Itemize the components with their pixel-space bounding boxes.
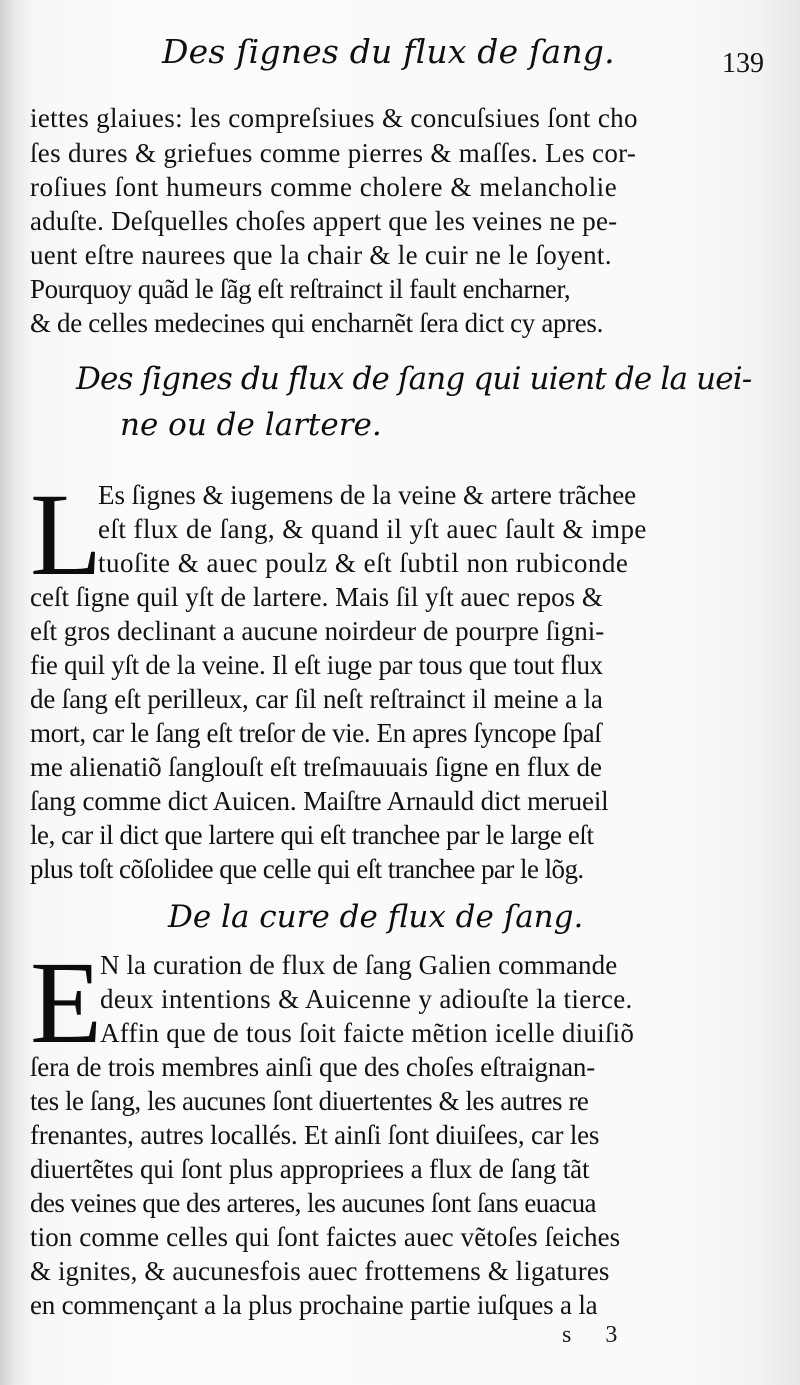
- text-line: Es ſignes & iugemens de la veine & artere trãchee: [98, 480, 637, 510]
- text-line: ſang comme dict Auicen. Maiſtre Arnauld dict merueil: [30, 786, 609, 816]
- text-line: aduſte. Deſquelles choſes appert que les veines ne pe-: [30, 206, 618, 236]
- text-line: fie quil yſt de la veine. Il eſt iuge par tous que tout flux: [30, 650, 603, 680]
- running-head: Des ſignes du flux de ſang.: [162, 32, 615, 71]
- drop-cap: L: [30, 469, 103, 600]
- text-line: plus toſt cõſolidee que celle qui eſt tranchee par le lõg.: [30, 854, 584, 884]
- text-line: ceſt ſigne quil yſt de lartere. Mais ſil yſt auec repos &: [30, 582, 603, 612]
- text-line: Pourquoy quãd le ſãg eſt reſtrainct il fault encharner,: [30, 274, 571, 304]
- text-line: & de celles medecines qui encharnẽt ſera dict cy apres.: [30, 308, 603, 338]
- text-line: deux intentions & Auicenne y adiouſte la tierce.: [100, 984, 633, 1014]
- page-number: 139: [722, 48, 764, 79]
- text-line: le, car il dict que lartere qui eſt tranchee par le large eſt: [30, 820, 594, 850]
- text-line: Affin que de tous ſoit faicte mẽtion icelle diuiſiõ: [100, 1018, 635, 1048]
- signature-mark: s 3: [562, 1322, 632, 1348]
- text-line: ſes dures & griefues comme pierres & maſſes. Les cor-: [30, 138, 637, 168]
- text-line: eſt flux de ſang, & quand il yſt auec ſault & impe: [98, 514, 647, 544]
- text-line: diuertẽtes qui ſont plus appropriees a flux de ſang tãt: [30, 1154, 590, 1184]
- text-line: des veines que des arteres, les aucunes ſont ſans euacua: [30, 1188, 596, 1218]
- text-line: tuoſite & auec poulz & eſt ſubtil non rubiconde: [98, 548, 629, 578]
- text-line: roſiues ſont humeurs comme cholere & melancholie: [30, 172, 618, 202]
- text-line: en commençant a la plus prochaine partie iuſques a la: [30, 1290, 598, 1320]
- text-line: iettes glaiues: les compreſsiues & concuſsiues ſont cho: [30, 103, 638, 133]
- text-line: N la curation de flux de ſang Galien commande: [100, 950, 618, 980]
- text-line: & ignites, & aucunesfois auec frottemens & ligatures: [30, 1256, 610, 1286]
- text-line: eſt gros declinant a aucune noirdeur de pourpre ſigni-: [30, 616, 605, 646]
- heading-line: ne ou de lartere.: [120, 407, 382, 443]
- text-line: tes le ſang, les aucunes ſont diuertentes & les autres re: [30, 1086, 589, 1116]
- text-line: mort, car le ſang eſt treſor de vie. En apres ſyncope ſpaſ: [30, 718, 602, 748]
- text-line: me alienatiõ ſanglouſt eſt treſmauuais ſigne en flux de: [30, 752, 602, 782]
- section-heading-cure: De la cure de flux de ſang.: [168, 899, 584, 935]
- drop-cap: E: [30, 937, 103, 1068]
- text-line: de ſang eſt perilleux, car ſil neſt reſtrainct il meine a la: [30, 684, 603, 714]
- text-line: ſera de trois membres ainſi que des choſes eſtraignan-: [30, 1052, 595, 1082]
- text-line: frenantes, autres locallés. Et ainſi ſont diuiſees, car les: [30, 1120, 600, 1150]
- text-line: tion comme celles qui ſont faictes auec vẽtoſes ſeiches: [30, 1222, 621, 1252]
- heading-line: Des ſignes du flux de ſang qui uient de la uei-: [76, 361, 752, 397]
- text-line: uent eſtre naurees que la chair & le cuir ne le ſoyent.: [30, 240, 612, 270]
